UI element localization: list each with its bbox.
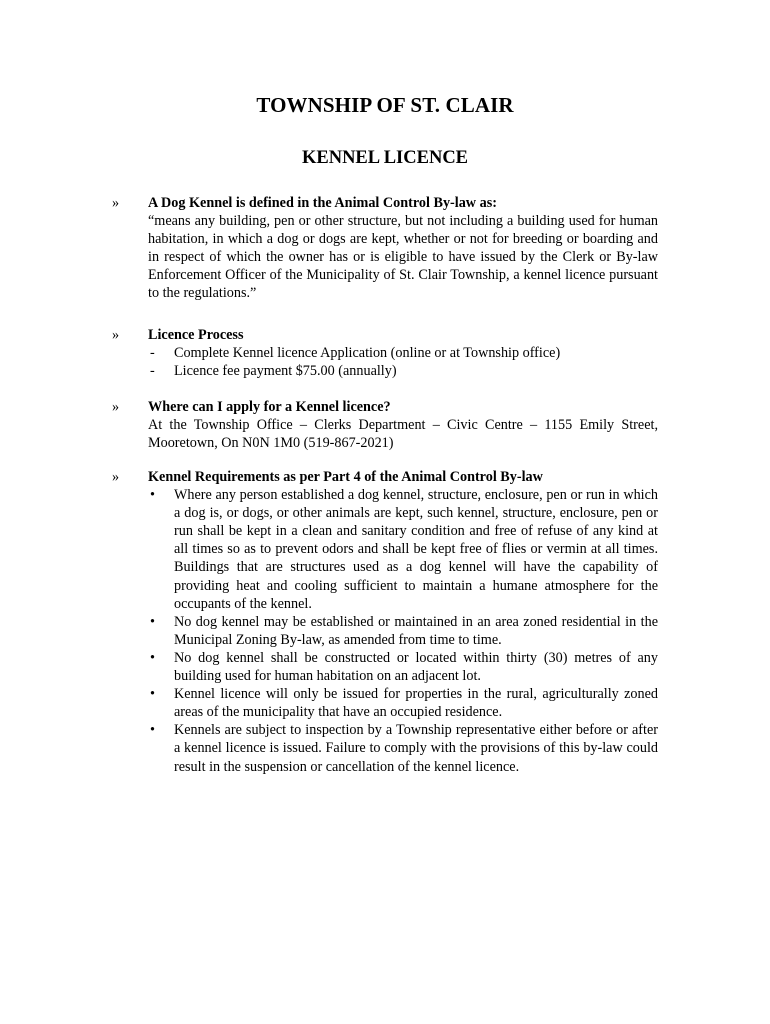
bullet-marker: • [150, 487, 155, 504]
list-item [148, 649, 658, 685]
list-item [148, 685, 658, 721]
list-item-text: Licence fee payment $75.00 (annually) [174, 363, 397, 380]
definition-text: “means any building, pen or other structure, but not including a building used for human habitation, in which a dog or dogs are kept, whether or not for breeding or boarding and in respect of which the owner has or is eligible to have issued by the Clerk or By-law Enforcement Officer of the Municipality of St. Clair Township, a kennel licence pursuant to the regulations.” [148, 213, 658, 302]
list-item [148, 613, 658, 649]
list-item-text: Complete Kennel licence Application (online or at Township office) [174, 345, 561, 362]
list-item-text: Where any person established a dog kennel, structure, enclosure, pen or run in which a dog is, or dogs, or other animals are kept, such kennel, structure, enclosure, pen or run shall be kept in a clean and sanitary condition and free of refuse of any kind at all times so as to prevent odors and shall be kept free of flies or vermin at all times. Buildings that are structures used as a dog kennel will have the capability of providing heat and cooling sufficient to maintain a humane atmosphere for the occupants of the kennel. [174, 487, 658, 612]
list-item-text: Kennel licence will only be issued for properties in the rural, agriculturally zoned areas of the municipality that have an occupied residence. [174, 686, 658, 721]
requirements-list [148, 486, 658, 776]
page-subtitle: KENNEL LICENCE [301, 148, 469, 168]
section-marker: » [112, 327, 120, 343]
section-where-to-apply [112, 398, 658, 452]
section-heading: Where can I apply for a Kennel licence? [148, 399, 391, 415]
bullet-marker: • [150, 722, 155, 739]
address-text: At the Township Office – Clerks Department – Civic Centre – 1155 Emily Street, Mooretown, On N0N 1M0 (519-867-2021) [148, 417, 658, 452]
dash-marker: - [150, 345, 155, 362]
bullet-marker: • [150, 649, 155, 666]
dash-marker: - [150, 363, 155, 380]
section-heading: Licence Process [148, 327, 244, 343]
list-item [148, 486, 658, 613]
list-item-text: No dog kennel shall be constructed or located within thirty (30) metres of any building used for human habitation on an adjacent lot. [174, 649, 658, 685]
list-item-text: Kennels are subject to inspection by a Township representative either before or after a kennel licence is issued. Failure to comply with the provisions of this by-law could result in the suspension or cancellation of the kennel licence. [174, 722, 658, 775]
section-marker: » [112, 195, 120, 211]
bullet-marker: • [150, 613, 155, 630]
section-licence-process [112, 326, 658, 380]
bullet-marker: • [150, 686, 155, 703]
list-item [148, 721, 658, 775]
page-title: TOWNSHIP OF ST. CLAIR [256, 93, 514, 117]
list-item [148, 344, 658, 362]
section-definition [112, 194, 658, 303]
section-heading: A Dog Kennel is defined in the Animal Control By-law as: [148, 195, 497, 211]
list-item [148, 362, 658, 380]
section-marker: » [112, 469, 120, 485]
process-list [148, 344, 658, 380]
section-kennel-requirements [112, 468, 658, 776]
section-heading: Kennel Requirements as per Part 4 of the Animal Control By-law [148, 469, 543, 485]
list-item-text: No dog kennel may be established or maintained in an area zoned residential in the Municipal Zoning By-law, as amended from time to time. [174, 613, 658, 648]
section-marker: » [112, 399, 120, 415]
